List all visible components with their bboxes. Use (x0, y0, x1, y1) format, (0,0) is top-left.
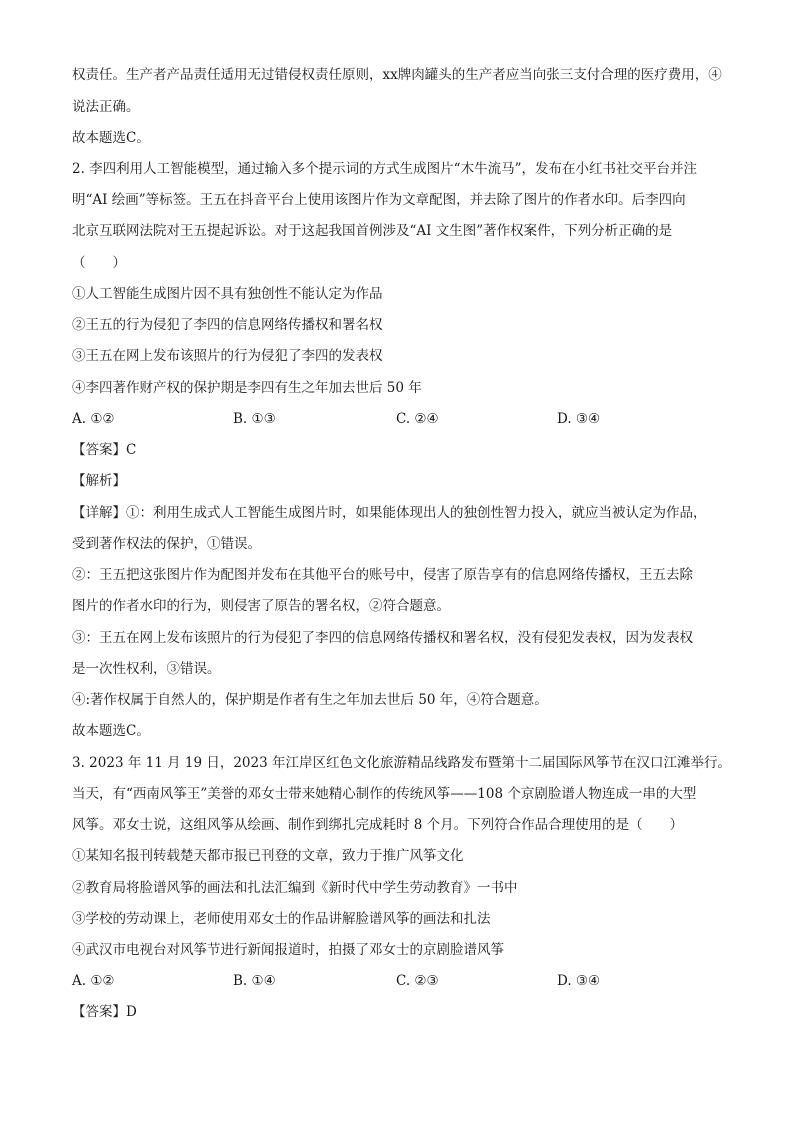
q2-detail-line-4: 图片的作者水印的行为，则侵害了原告的署名权，②符合题意。 (72, 598, 450, 614)
q2-options (72, 410, 732, 428)
q2-stem-line-2: 明“AI 绘画”等标签。王五在抖音平台上使用该图片作为文章配图，并去除了图片的作者水印。后李四向 (72, 192, 686, 208)
q3-statement-2: ②教育局将脸谱风筝的画法和扎法汇编到《新时代中学生劳动教育》一书中 (72, 880, 518, 896)
q2-statement-2: ②王五的行为侵犯了李四的信息网络传播权和署名权 (72, 317, 383, 333)
q2-statement-4: ④李四著作财产权的保护期是李四有生之年加去世后 50 年 (72, 380, 422, 396)
answer-tag: 【答案】 (72, 442, 126, 458)
q2-option-a: A. ①② (72, 411, 115, 427)
q2-detail-text-1: ①：利用生成式人工智能生成图片时，如果能体现出人的独创性智力投入，就应当被认定为作品， (126, 505, 707, 521)
q2-option-d: D. ③④ (557, 411, 601, 427)
q3-options (72, 972, 732, 990)
q3-statement-4: ④武汉市电视台对风筝节进行新闻报道时，拍摄了邓女士的京剧脸谱风筝 (72, 942, 504, 958)
q2-detail-line-1 (72, 504, 732, 522)
prev-text-line-2: 说法正确。 (72, 99, 140, 115)
q3-option-a: A. ①② (72, 973, 115, 989)
q3-stem-line-2: 当天，有“西南风筝王”美誉的邓女士带来她精心制作的传统风筝——108 个京剧脸谱人物连成一串的大型 (72, 786, 697, 802)
prev-conclusion: 故本题选C。 (72, 130, 150, 146)
q3-option-d: D. ③④ (557, 973, 601, 989)
q2-statement-1: ①人工智能生成图片因不具有独创性不能认定为作品 (72, 286, 383, 302)
q3-answer-value: D (126, 1004, 137, 1020)
q2-conclusion: 故本题选C。 (72, 723, 150, 739)
q2-stem-line-4: （ ） (72, 255, 126, 271)
q2-statement-3: ③王五在网上发布该照片的行为侵犯了李四的发表权 (72, 348, 383, 364)
q3-statement-3: ③学校的劳动课上，老师使用邓女士的作品讲解脸谱风筝的画法和扎法 (72, 911, 491, 927)
q2-answer-value: C (126, 442, 137, 458)
q2-option-b: B. ①③ (233, 411, 276, 427)
q3-statement-1: ①某知名报刊转载楚天都市报已刊登的文章，致力于推广风筝文化 (72, 848, 464, 864)
q3-option-b: B. ①④ (233, 973, 276, 989)
answer-tag: 【答案】 (72, 1004, 126, 1020)
q2-stem-line-3: 北京互联网法院对王五提起诉讼。对于这起我国首例涉及“AI 文生图”著作权案件，下列分析正确的是 (72, 223, 673, 239)
q2-detail-line-2: 受到著作权法的保护，①错误。 (72, 536, 261, 552)
q3-stem-line-1: 3. 2023 年 11 月 19 日，2023 年江岸区红色文化旅游精品线路发布暨第十二届国际风筝节在汉口江滩举行。 (72, 755, 731, 771)
q3-option-c: C. ②③ (396, 973, 439, 989)
q2-detail-line-5: ③：王五在网上发布该照片的行为侵犯了李四的信息网络传播权和署名权，没有侵犯发表权，因为发表权 (72, 630, 693, 646)
q2-analysis-tag: 【解析】 (72, 473, 126, 489)
q2-detail-line-7: ④:著作权属于自然人的，保护期是作者有生之年加去世后 50 年，④符合题意。 (72, 692, 548, 708)
q2-detail-line-3: ②：王五把这张图片作为配图并发布在其他平台的账号中，侵害了原告享有的信息网络传播权，王五去除 (72, 567, 693, 583)
q2-answer (72, 441, 732, 459)
q2-stem-line-1: 2. 李四利用人工智能模型，通过输入多个提示词的方式生成图片“木牛流马”，发布在小红书社交平台并注 (72, 161, 697, 177)
prev-text-line-1: 权责任。生产者产品责任适用无过错侵权责任原则，xx牌肉罐头的生产者应当向张三支付合理的医疗费用，④ (72, 67, 722, 83)
q3-stem-line-3: 风筝。邓女士说，这组风筝从绘画、制作到绑扎完成耗时 8 个月。下列符合作品合理使用的是（ ） (72, 817, 684, 833)
detail-tag: 【详解】 (72, 505, 126, 521)
q2-detail-line-6: 是一次性权利，③错误。 (72, 661, 221, 677)
q2-option-c: C. ②④ (396, 411, 439, 427)
q3-answer (72, 1003, 732, 1021)
